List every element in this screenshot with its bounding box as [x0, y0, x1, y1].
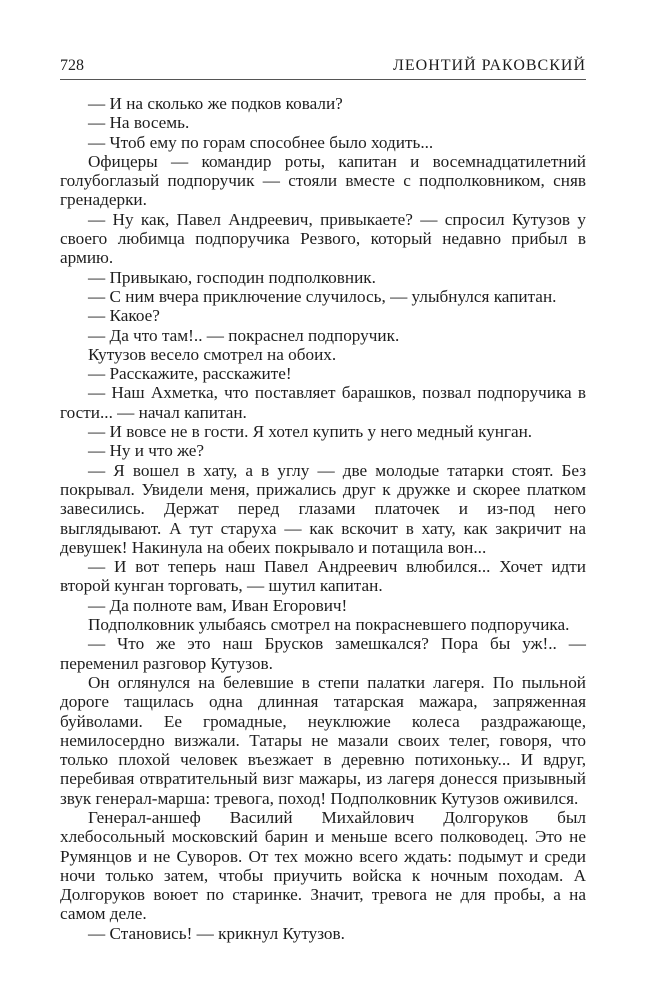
- paragraph: Кутузов весело смотрел на обоих.: [88, 344, 337, 364]
- paragraph: — Расскажите, расскажите!: [88, 364, 292, 384]
- page-number: 728: [60, 57, 84, 74]
- paragraph: — Я вошел в хату, а в углу — две молодые татарки стоят. Без покрывал. Увидели меня, прижались друг к дружке и скорее платком завесились. Держат перед глазами платочек и из-под него выглядывают. А тут старуха — как вскочит в хату, как закричит на девушек! Накинула на обеих покрывало и потащила вон...: [60, 460, 586, 557]
- paragraph: — И вовсе не в гости. Я хотел купить у него медный кунган.: [88, 422, 533, 442]
- running-header-author: ЛЕОНТИЙ РАКОВСКИЙ: [393, 57, 586, 74]
- paragraph: — Какое?: [88, 306, 160, 326]
- paragraph: Подполковник улыбаясь смотрел на покрасневшего подпоручика.: [88, 615, 570, 635]
- paragraph: — Ну как, Павел Андреевич, привыкаете? — спросил Кутузов у своего любимца подпоручика Резвого, который недавно прибыл в армию.: [60, 209, 586, 268]
- paragraph: — На восемь.: [88, 113, 190, 133]
- paragraph: — С ним вчера приключение случилось, — улыбнулся капитан.: [88, 286, 557, 306]
- paragraph: — Ну и что же?: [88, 441, 205, 461]
- running-header: [60, 55, 586, 80]
- paragraph: — Становись! — крикнул Кутузов.: [88, 923, 345, 943]
- paragraph: Он оглянулся на белевшие в степи палатки лагеря. По пыльной дороге тащилась одна длинная татарская мажара, запряженная буйволами. Ее громадные, неуклюжие колеса раздражающе, немилосердно визжали. Татары не мазали своих телег, говоря, что только плохой человек въезжает в деревню потихоньку... И вдруг, перебивая отвратительный визг мажары, из лагеря донесся призывный звук генерал-марша: тревога, поход! Подполковник Кутузов оживился.: [60, 672, 586, 808]
- paragraph: — И на сколько же подков ковали?: [88, 94, 343, 113]
- paragraph: — Наш Ахметка, что поставляет барашков, позвал подпоручика в гости... — начал капитан.: [60, 383, 586, 422]
- paragraph: Офицеры — командир роты, капитан и восемнадцатилетний голубоглазый подпоручик — стояли вместе с подполковником, сняв гренадерки.: [60, 151, 586, 210]
- paragraph: Генерал-аншеф Василий Михайлович Долгоруков был хлебосольный московский барин и меньше всего полководец. Это не Румянцов и не Суворов. От тех можно всего ждать: подымут и среди ночи только затем, чтобы приучить войска к ночным походам. А Долгоруков воюет по старинке. Значит, тревога не для пробы, а на самом деле.: [60, 807, 586, 924]
- paragraph: — Да полноте вам, Иван Егорович!: [88, 595, 348, 615]
- paragraph: — И вот теперь наш Павел Андреевич влюбился... Хочет идти второй кунган торговать, — шутил капитан.: [60, 557, 586, 596]
- paragraph: — Что же это наш Брусков замешкался? Пора бы уж!.. — переменил разговор Кутузов.: [60, 634, 586, 673]
- paragraph: — Да что там!.. — покраснел подпоручик.: [88, 325, 400, 345]
- body-text: [60, 94, 586, 943]
- paragraph: — Привыкаю, господин подполковник.: [88, 267, 376, 287]
- paragraph: — Чтоб ему по горам способнее было ходить...: [88, 132, 434, 152]
